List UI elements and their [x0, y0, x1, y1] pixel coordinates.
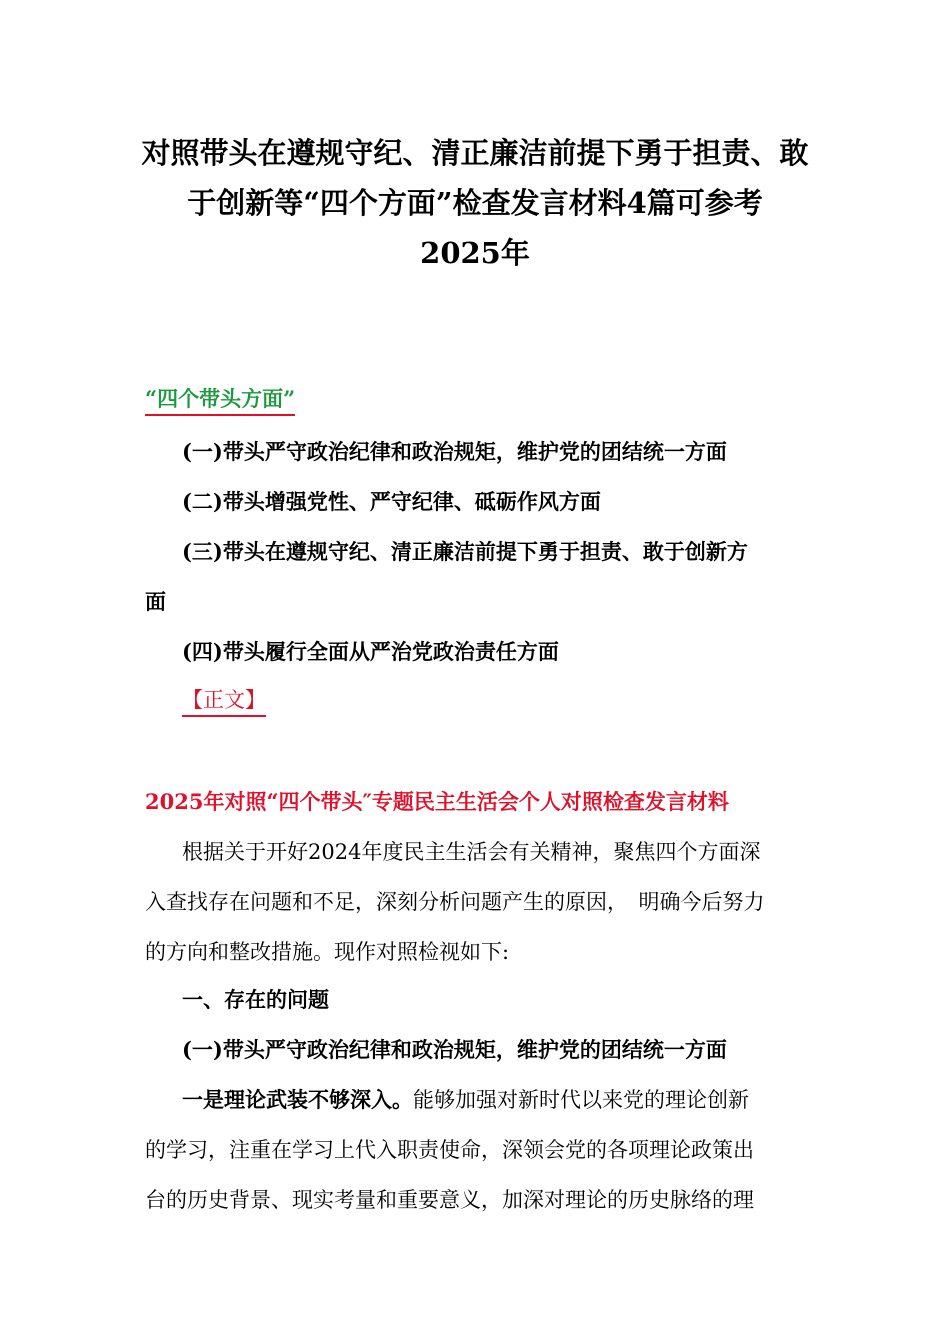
- point-1-lead: 一是理论武装不够深入。: [182, 1087, 413, 1112]
- aspect-item-2: (二)带头增强党性、严守纪律、砥砺作风方面: [182, 489, 601, 514]
- point-1-line-2: 的学习，注重在学习上代入职责使命，深领会党的各项理论政策出: [145, 1138, 754, 1162]
- title-line-3: 2025年: [420, 236, 530, 270]
- aspect-item-4: (四)带头履行全面从严治党政治责任方面: [182, 639, 559, 664]
- subsection-political-discipline: (一)带头严守政治纪律和政治规矩，维护党的团结统一方面: [182, 1037, 727, 1062]
- point-1-line-3: 台的历史背景、现实考量和重要意义，加深对理论的历史脉络的理: [145, 1188, 754, 1212]
- aspect-item-3-continued: 面: [145, 589, 166, 614]
- section-existing-problems: 一、存在的问题: [182, 987, 329, 1012]
- body-text-link[interactable]: 【正文】: [182, 684, 266, 717]
- document-title: [140, 128, 810, 278]
- intro-line-1: 根据关于开好2024年度民主生活会有关精神，聚焦四个方面深: [182, 840, 761, 864]
- title-line-2: 于创新等“四个方面”检查发言材料4篇可参考: [187, 186, 763, 220]
- point-1-rest: 能够加强对新时代以来党的理论创新: [413, 1088, 749, 1112]
- intro-line-2: 入查找存在问题和不足，深刻分析问题产生的原因， 明确今后努力: [145, 890, 765, 914]
- aspect-item-3: (三)带头在遵规守纪、清正廉洁前提下勇于担责、敢于创新方: [182, 539, 748, 564]
- title-line-1: 对照带头在遵规守纪、清正廉洁前提下勇于担责、敢: [141, 136, 809, 170]
- point-1-line-1: [182, 1084, 749, 1114]
- article-title: 2025年对照“四个带头″专题民主生活会个人对照检查发言材料: [145, 789, 729, 814]
- four-aspects-heading: “四个带头方面”: [145, 383, 295, 416]
- aspect-item-1: (一)带头严守政治纪律和政治规矩，维护党的团结统一方面: [182, 439, 727, 464]
- intro-line-3: 的方向和整改措施。现作对照检视如下:: [145, 940, 510, 964]
